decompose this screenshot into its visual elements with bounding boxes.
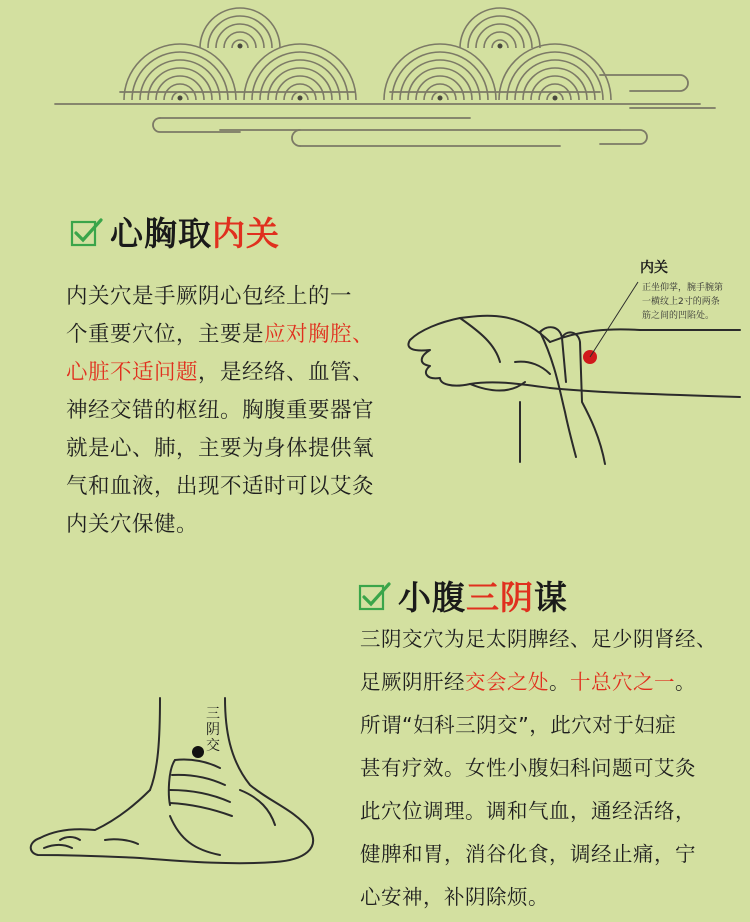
section2-text: 。 [549,670,570,694]
section2-title [358,572,568,619]
section1-line [66,316,374,354]
section2-body [360,618,717,919]
section2-text: 所谓“妇科三阴交”，此穴对于妇症 [360,713,677,737]
neiguan-label-line-1: 正坐仰掌，腕手腕第 [642,283,724,293]
section2-title-end: 谋 [534,578,568,617]
section2-highlight-text: 交会之处 [465,670,549,694]
section1-title-main: 心胸取 [110,214,212,253]
section2-text: 甚有疗效。女性小腹妇科问题可艾灸 [360,756,696,780]
section2-line [360,747,717,790]
section2-line [360,790,717,833]
section1-text: 内关穴保健。 [66,512,199,537]
checkmark-icon [70,217,104,247]
section1-text: 个重要穴位，主要是 [66,322,265,347]
section1-body [66,278,374,544]
section2-line [360,661,717,704]
decorative-cloud-header [0,0,750,170]
section1-text: 内关穴是手厥阴心包经上的一 [66,284,353,309]
section2-text: 健脾和胃，消谷化食，调经止痛，宁 [360,842,696,866]
section1-text: 神经交错的枢纽。胸腹重要器官 [66,398,375,423]
section1-line [66,354,374,392]
section1-text: 就是心、肺，主要为身体提供氧 [66,436,375,461]
sanyinjiao-foot-illustration [20,690,340,900]
sanyinjiao-label-char: 交 [206,738,220,754]
neiguan-label-line-3: 筋之间的凹陷处。 [642,311,715,321]
section1-line [66,468,374,506]
section1-highlight-text: 心脏不适问题 [66,360,199,385]
section1-line [66,506,374,544]
sanyinjiao-vertical-label [206,706,220,754]
section1-highlight-text: 应对胸腔、 [264,322,375,347]
neiguan-label-title: 内关 [640,260,668,276]
section2-line [360,833,717,876]
section1-line [66,278,374,316]
section2-highlight-text: 十总穴之一 [570,670,675,694]
neiguan-label-line-2: 一横纹上2寸的两条 [642,297,720,307]
section1-title [70,208,280,255]
section2-text: 此穴位调理。调和气血，通经活络， [360,799,696,823]
section2-line [360,876,717,919]
section2-text: 足厥阴肝经 [360,670,465,694]
section2-line [360,618,717,661]
sanyinjiao-label-char: 三 [206,706,220,722]
section2-title-highlight: 三阴 [466,578,534,617]
section1-text: 气和血液，出现不适时可以艾灸 [66,474,375,499]
section2-text: 三阴交穴为足太阴脾经、足少阴肾经、 [360,627,717,651]
sanyinjiao-point-marker [192,746,204,758]
section2-line [360,704,717,747]
section2-title-main: 小腹 [398,578,466,617]
section2-text: 心安神，补阴除烦。 [360,885,549,909]
section2-text: 。 [675,670,696,694]
section1-title-highlight: 内关 [212,214,280,253]
neiguan-hand-illustration [400,252,750,472]
section1-line [66,430,374,468]
section1-line [66,392,374,430]
section1-text: ，是经络、血管、 [198,360,375,385]
checkmark-icon [358,581,392,611]
sanyinjiao-label-char: 阴 [206,722,220,738]
